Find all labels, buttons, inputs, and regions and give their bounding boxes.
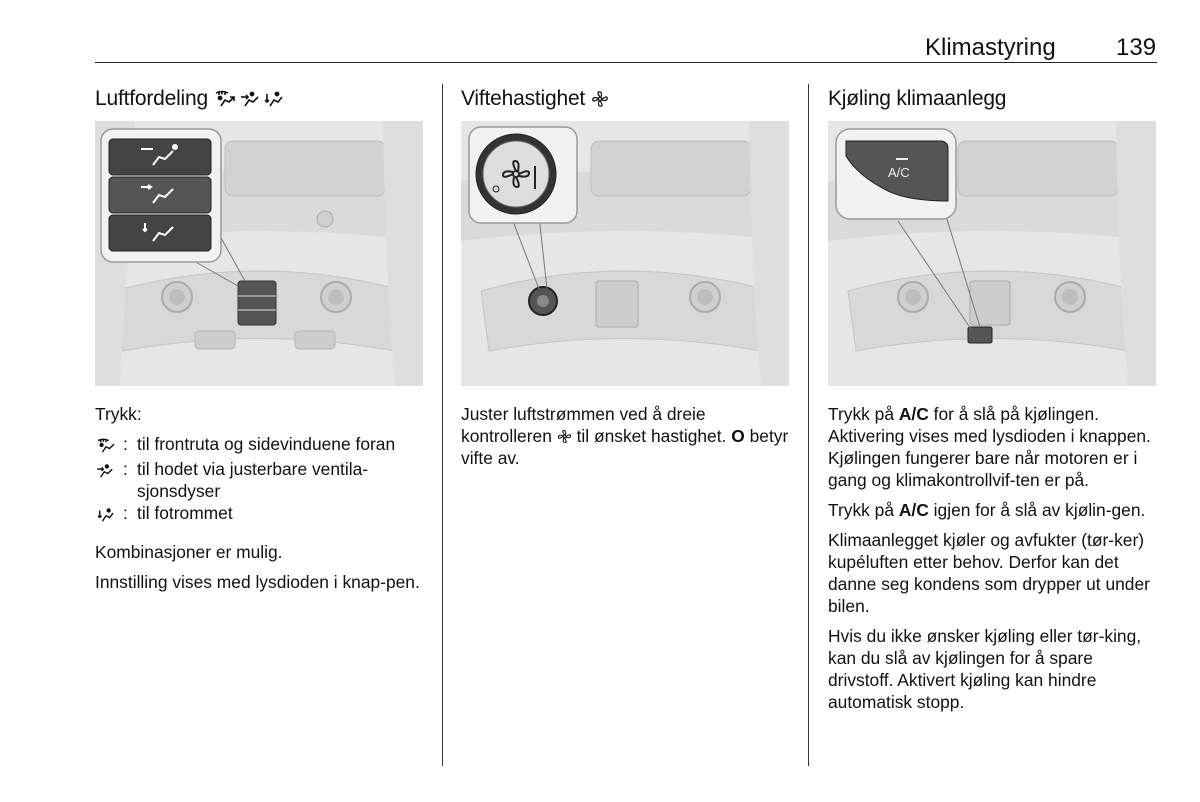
paragraph [828,499,1163,521]
list-item-text: til fotrommet [137,503,233,523]
heading-text: Luftfordeling [95,87,208,110]
head-vent-icon [241,92,258,106]
fan-icon [591,90,609,108]
ac-label: A/C [898,404,929,424]
air-distribution-icons [214,89,284,109]
windscreen-defrost-icon [216,92,234,107]
colon: : [123,434,128,454]
paragraph: Kombinasjoner er mulig. [95,542,283,562]
text-span: til ønsket hastighet. [576,426,727,446]
page-header-title: Klimastyring [925,34,1056,61]
text-span: for å slå på kjølingen. Aktivering vises med lysdioden i knappen. Kjølingen fungerer bare når motoren er i gang og klimakontrollvif-ten er på. [828,404,1151,490]
figure-air-distribution [95,121,423,386]
section-heading [461,84,789,114]
section-heading [828,84,1156,114]
footwell-icon [265,92,282,106]
heading-text: Kjøling klimaanlegg [828,87,1007,110]
page-number: 139 [1116,34,1157,61]
section-air-distribution [95,84,423,114]
text-span: Juster luftstrømmen ved å dreie kontrolleren [461,404,706,446]
air-conditioning-text [828,403,1163,721]
section-air-conditioning [828,84,1156,114]
air-distribution-text [95,403,425,601]
text-span: Trykk på [828,404,895,424]
list-item-text: til hodet via justerbare ventila-sjonsdyser [137,459,369,501]
figure-fan-speed [461,121,789,386]
footwell-icon [95,506,117,522]
text-span: betyr vifte av. [461,426,789,468]
paragraph [828,403,1163,491]
text-span: Trykk på [828,500,895,520]
paragraph [461,403,796,469]
column-divider [442,84,443,766]
paragraph: Hvis du ikke ønsker kjøling eller tør-king, kan du slå av kjølingen for å spare drivstoff. Aktivert kjøling kan hindre automatisk stopp. [828,626,1142,712]
section-fan-speed [461,84,789,114]
column-divider [808,84,809,766]
header-rule [95,62,1157,63]
fan-speed-text [461,403,796,477]
figure-air-conditioning [828,121,1156,386]
list-item-text: til frontruta og sidevinduene foran [137,434,396,454]
ac-button-label: A/C [888,165,910,180]
colon: : [123,503,128,523]
colon: : [123,459,128,479]
list-item [95,458,425,502]
text-span: igjen for å slå av kjølin-gen. [933,500,1146,520]
press-label: Trykk: [95,404,142,424]
windscreen-defrost-icon [95,437,117,453]
fan-icon [557,429,572,444]
ac-label: A/C [898,500,929,520]
paragraph: Klimaanlegget kjøler og avfukter (tør-ker) kupéluften etter behov. Derfor kan det danne seg kondens som drypper ut under bilen. [828,530,1150,616]
head-vent-icon [95,462,117,478]
off-symbol: O [731,426,745,446]
heading-text: Viftehastighet [461,87,586,110]
section-heading [95,84,423,114]
list-item [95,433,425,458]
paragraph: Innstilling vises med lysdioden i knap-pen. [95,572,420,592]
list-item [95,502,425,527]
